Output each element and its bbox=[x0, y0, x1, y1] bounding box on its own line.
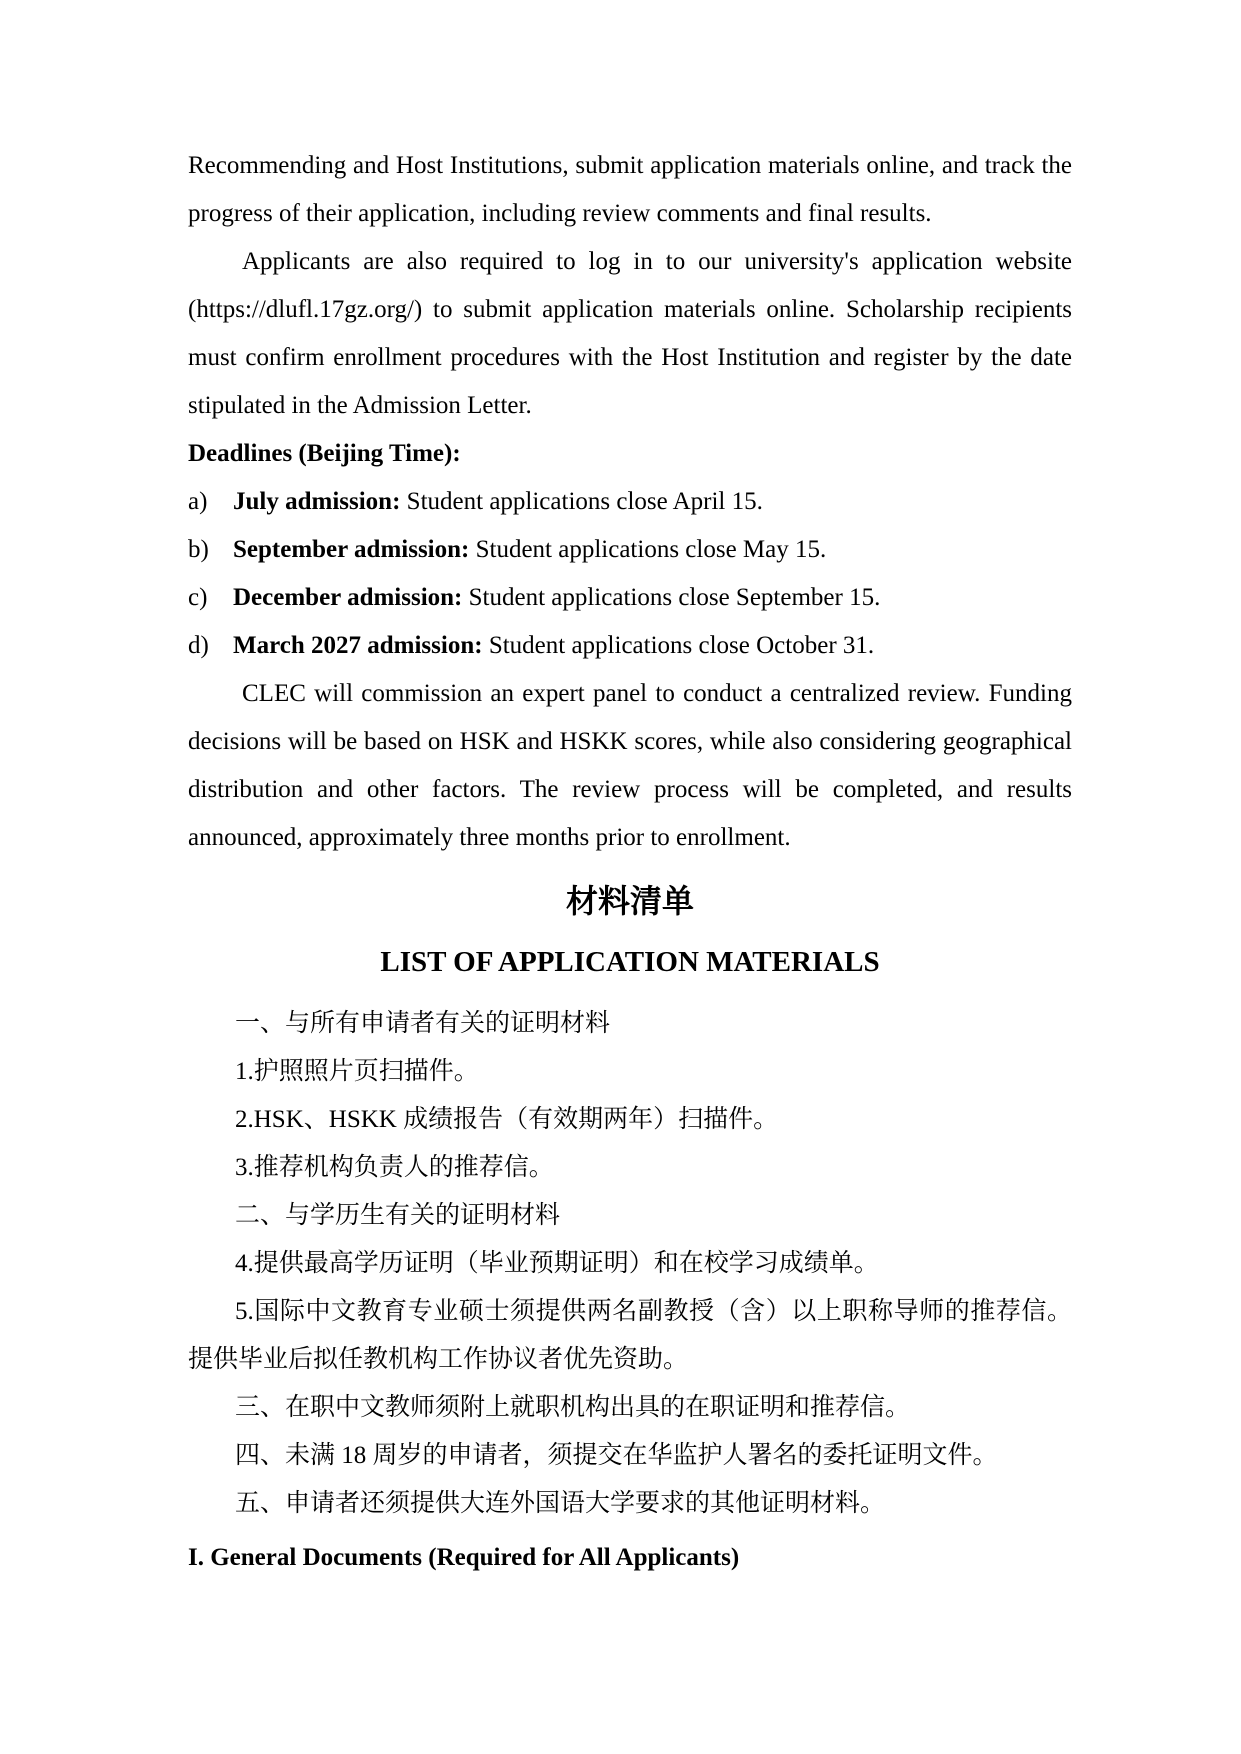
deadline-text: Student applications close October 31. bbox=[482, 632, 875, 659]
deadline-label: September admission: bbox=[233, 536, 470, 563]
section-title-en: LIST OF APPLICATION MATERIALS bbox=[380, 946, 880, 978]
zh-item-section-3: 三、在职中文教师须附上就职机构出具的在职证明和推荐信。 bbox=[235, 1394, 911, 1421]
zh-item-section-5: 五、申请者还须提供大连外国语大学要求的其他证明材料。 bbox=[235, 1490, 886, 1517]
paragraph-application-tracking: Recommending and Host Institutions, submit application materials online, and track the progress of their application, including review comments and final results. bbox=[188, 152, 1072, 227]
deadline-text: Student applications close April 15. bbox=[400, 488, 763, 515]
deadline-item-body bbox=[233, 478, 763, 526]
deadline-item-december bbox=[188, 574, 1072, 622]
deadline-item-march-2027 bbox=[188, 622, 1072, 670]
deadline-item-july bbox=[188, 478, 1072, 526]
zh-item-passport-scan: 1.护照照片页扫描件。 bbox=[235, 1058, 479, 1085]
deadline-item-body bbox=[233, 574, 880, 622]
zh-item-section-1: 一、与所有申请者有关的证明材料 bbox=[235, 1010, 611, 1037]
paragraph-clec-review: CLEC will commission an expert panel to conduct a centralized review. Funding decisions will be based on HSK and HSKK scores, while also considering geographical distribution and other factors. The review process will be completed, and results announced, approximately three months prior to enrollment. bbox=[188, 680, 1072, 851]
deadline-label: March 2027 admission: bbox=[233, 632, 483, 659]
deadlines-heading: Deadlines (Beijing Time): bbox=[188, 440, 461, 467]
zh-item-hsk-report: 2.HSK、HSKK 成绩报告（有效期两年）扫描件。 bbox=[235, 1106, 779, 1133]
general-documents-heading: I. General Documents (Required for All Applicants) bbox=[188, 1544, 740, 1571]
zh-item-recommendation-letter: 3.推荐机构负责人的推荐信。 bbox=[235, 1154, 554, 1181]
deadline-text: Student applications close September 15. bbox=[462, 584, 881, 611]
application-materials-list bbox=[188, 1000, 1072, 1528]
deadline-item-body bbox=[233, 526, 826, 574]
deadline-text: Student applications close May 15. bbox=[469, 536, 827, 563]
deadline-label: July admission: bbox=[233, 488, 401, 515]
list-marker: d) bbox=[188, 632, 209, 659]
deadline-item-body bbox=[233, 622, 874, 670]
zh-item-masters-recommendation: 5.国际中文教育专业硕士须提供两名副教授（含）以上职称导师的推荐信。提供毕业后拟任教机构工作协议者优先资助。 bbox=[188, 1298, 1072, 1373]
paragraph-online-application: Applicants are also required to log in to our university's application website (https://dlufl.17gz.org/) to submit application materials online. Scholarship recipients must confirm enrollment procedures with the Host Institution and register by the date stipulated in the Admission Letter. bbox=[188, 248, 1072, 419]
deadline-label: December admission: bbox=[233, 584, 463, 611]
deadline-item-september bbox=[188, 526, 1072, 574]
list-marker: b) bbox=[188, 536, 209, 563]
list-marker: c) bbox=[188, 584, 208, 611]
zh-item-section-4: 四、未满 18 周岁的申请者，须提交在华监护人署名的委托证明文件。 bbox=[235, 1442, 998, 1469]
section-title-zh: 材料清单 bbox=[565, 883, 694, 919]
list-marker: a) bbox=[188, 488, 208, 515]
zh-item-section-2: 二、与学历生有关的证明材料 bbox=[235, 1202, 561, 1229]
zh-item-diploma-transcript: 4.提供最高学历证明（毕业预期证明）和在校学习成绩单。 bbox=[235, 1250, 879, 1277]
